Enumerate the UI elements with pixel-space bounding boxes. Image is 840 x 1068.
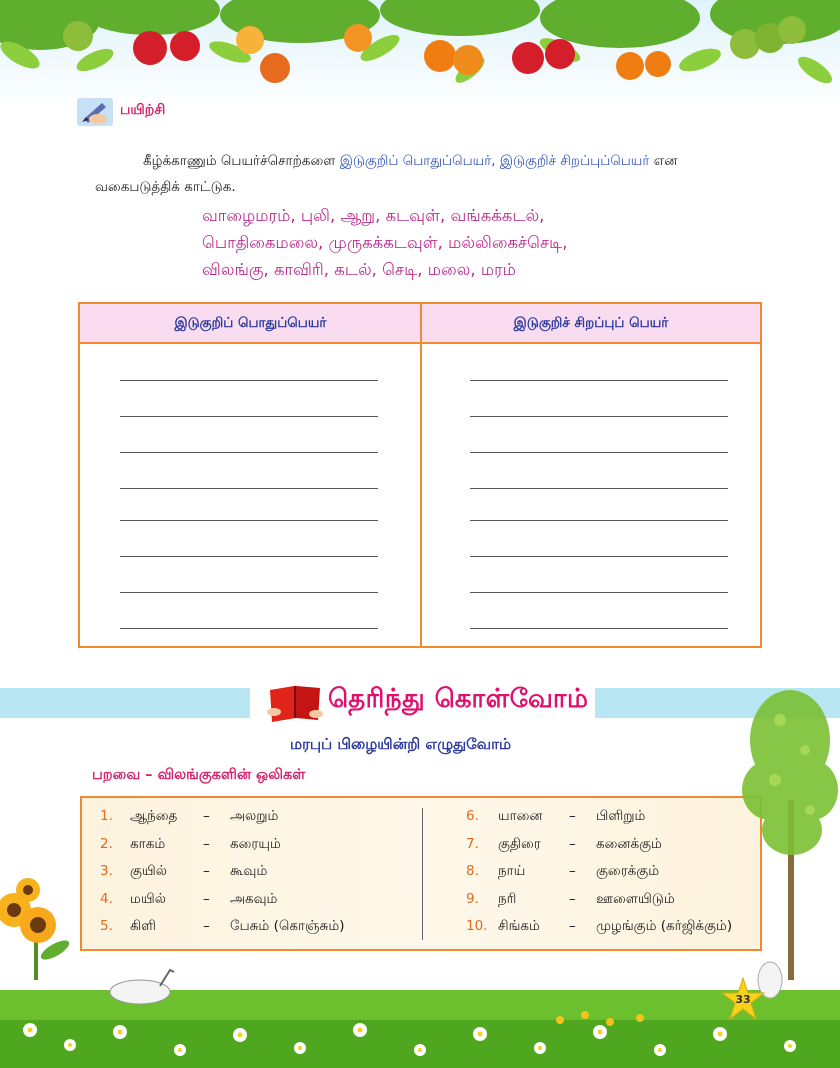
word-line: பொதிகைமலை, முருகக்கடவுள், மல்லிகைச்செடி, (202, 233, 568, 252)
answer-line[interactable] (120, 416, 378, 417)
meadow-banner (0, 960, 840, 1068)
sound-row (100, 918, 400, 938)
word-line: விலங்கு, காவிரி, கடல், செடி, மலை, மரம் (202, 260, 516, 279)
book-icon (266, 682, 324, 724)
answer-line[interactable] (470, 628, 728, 629)
animal-sound: முழங்கும் (கர்ஜிக்கும்) (596, 918, 733, 934)
separator-dash: – (203, 890, 210, 907)
tree-illustration (740, 680, 840, 980)
animal-name: காகம் (130, 835, 166, 852)
sound-row-number: 7. (466, 835, 479, 852)
sound-row (100, 891, 400, 911)
answer-line[interactable] (470, 556, 728, 557)
word-list (202, 202, 762, 283)
sound-row-number: 6. (466, 808, 479, 824)
subtitle: மரபுப் பிழையின்றி எழுதுவோம் (290, 735, 512, 753)
instruction-text: கீழ்க்காணும் பெயர்ச்சொற்களை இடுகுறிப் பொதுப்பெயர், இடுகுறிச் சிறப்புப்பெயர் என வகைபடுத்திக் காட்டுக. (95, 153, 678, 195)
animal-sound: அகவும் (230, 890, 278, 907)
word-line: வாழைமரம், புலி, ஆறு, கடவுள், வங்கக்கடல், (202, 206, 545, 225)
sound-row (466, 918, 766, 938)
sound-row-number: 5. (100, 918, 113, 934)
animal-name: நாய் (498, 863, 526, 879)
animal-sound: பிளிறும் (596, 808, 646, 824)
sound-row (466, 863, 766, 883)
separator-dash: – (203, 918, 210, 934)
animal-name: கிளி (130, 918, 156, 934)
answer-line[interactable] (120, 488, 378, 489)
animal-name: நரி (498, 890, 517, 907)
answer-line[interactable] (470, 488, 728, 489)
answer-line[interactable] (120, 380, 378, 381)
sounds-column-divider (422, 808, 423, 940)
answer-line[interactable] (120, 628, 378, 629)
answer-line[interactable] (120, 452, 378, 453)
separator-dash: – (569, 835, 576, 852)
answer-line[interactable] (470, 520, 728, 521)
animal-name: யானை (498, 808, 543, 824)
stork-icon (110, 970, 174, 1004)
animal-sounds-box (80, 796, 762, 951)
animal-sound: அலறும் (230, 808, 279, 824)
sound-row-number: 9. (466, 890, 479, 907)
column-header-general: இடுகுறிப் பொதுப்பெயர் (80, 304, 421, 344)
separator-dash: – (203, 863, 210, 879)
sound-row-number: 1. (100, 808, 113, 824)
answer-line[interactable] (470, 452, 728, 453)
answer-line[interactable] (120, 520, 378, 521)
separator-dash: – (569, 808, 576, 824)
sound-row (466, 836, 766, 856)
section-title: பயிற்சி (120, 102, 166, 118)
animal-sound: ஊளையிடும் (596, 890, 675, 907)
answer-line[interactable] (470, 416, 728, 417)
sound-row (100, 863, 400, 883)
animal-sound: குரைக்கும் (596, 863, 660, 879)
answer-line[interactable] (470, 592, 728, 593)
sound-row-number: 8. (466, 863, 479, 879)
answer-line[interactable] (120, 556, 378, 557)
animal-name: மயில் (130, 890, 166, 907)
animal-name: சிங்கம் (498, 918, 540, 934)
answer-line[interactable] (470, 380, 728, 381)
know-title: தெரிந்து கொள்வோம் (328, 684, 589, 714)
sound-row-number: 4. (100, 890, 113, 907)
sound-row (466, 891, 766, 911)
sound-row-number: 2. (100, 835, 113, 852)
sound-row-number: 3. (100, 863, 113, 879)
instruction-highlight: இடுகுறிப் பொதுப்பெயர், இடுகுறிச் சிறப்புப்பெயர் (339, 153, 650, 169)
animal-sound: கனைக்கும் (596, 835, 662, 852)
sound-row (100, 808, 400, 828)
separator-dash: – (203, 835, 210, 852)
pencil-hand-icon (76, 97, 114, 127)
animal-sound: பேசும் (கொஞ்சும்) (230, 918, 345, 934)
sound-row (466, 808, 766, 828)
sound-row (100, 836, 400, 856)
animal-name: குயில் (130, 863, 167, 879)
animal-sound: கரையும் (230, 835, 281, 852)
separator-dash: – (569, 890, 576, 907)
answer-line[interactable] (120, 592, 378, 593)
sounds-heading: பறவை – விலங்குகளின் ஒலிகள் (92, 767, 306, 783)
column-header-specific: இடுகுறிச் சிறப்புப் பெயர் (422, 304, 760, 344)
animal-name: குதிரை (498, 835, 541, 852)
column-divider (420, 304, 422, 646)
classification-table (78, 302, 762, 648)
animal-name: ஆந்தை (130, 808, 178, 824)
separator-dash: – (569, 918, 576, 934)
separator-dash: – (203, 808, 210, 824)
separator-dash: – (569, 863, 576, 879)
animal-sound: கூவும் (230, 863, 268, 879)
fruit-foliage-banner (0, 0, 840, 110)
page-number: 33 (735, 993, 751, 1006)
sound-row-number: 10. (466, 918, 488, 934)
